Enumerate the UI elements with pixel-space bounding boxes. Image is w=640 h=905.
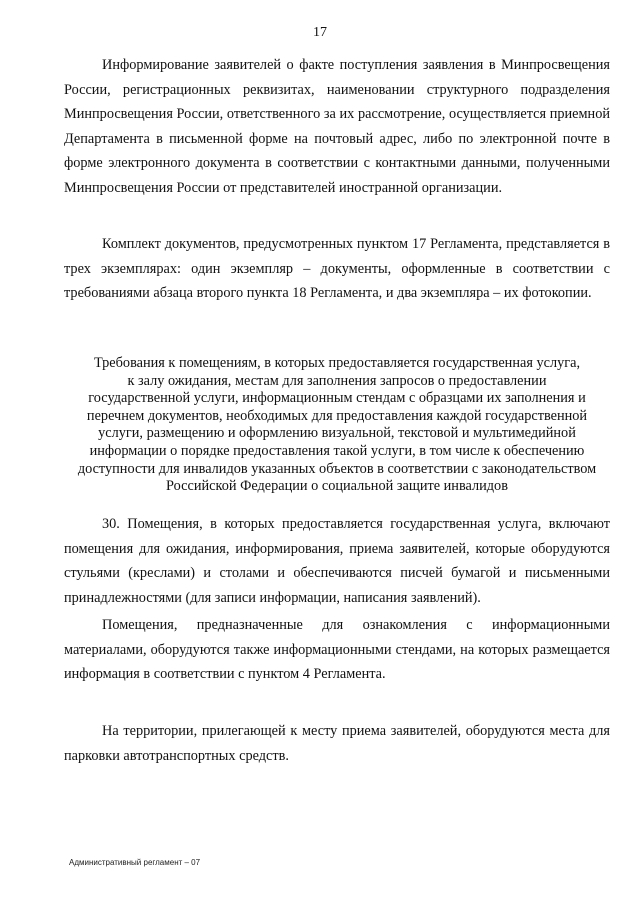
paragraph-info-stands: Помещения, предназначенные для ознакомления с информационными материалами, оборудуются также информационными стендами, на которых размещается информация в соответствии с пунктом 4 Регламента. (64, 617, 610, 683)
page-number: 17 (313, 25, 327, 40)
paragraph-item-30: 30. Помещения, в которых предоставляется государственная услуга, включают помещения для ожидания, информирования, приема заявителей, которые оборудуются стульями (креслами) и столами и обеспечиваются писчей бумагой и письменными принадлежностями (для записи информации, написания заявлений). (64, 516, 610, 606)
heading-line: Российской Федерации о социальной защите инвалидов (166, 478, 508, 495)
heading-line: услуги, размещению и оформлению визуальной, текстовой и мультимедийной (98, 425, 576, 442)
heading-line: государственной услуги, информационным стендам с образцами их заполнения и (88, 390, 586, 407)
footer-label: Административный регламент – 07 (69, 858, 201, 867)
heading-line: Требования к помещениям, в которых предоставляется государственная услуга, (93, 355, 581, 371)
heading-line: к залу ожидания, местам для заполнения запросов о предоставлении (127, 372, 547, 389)
paragraph-informing-applicants: Информирование заявителей о факте поступления заявления в Минпросвещения России, регистрационных реквизитах, наименовании структурного подразделения Минпросвещения России, ответственного за их рассмотрение, осуществляется приемной Департамента в письменной форме на почтовый адрес, либо по электронной почте в форме электронного документа в соответствии с контактными данными, полученными Минпросвещения России от представителей иностранной организации. (64, 57, 610, 196)
section-heading (64, 355, 610, 496)
heading-line: информации о порядке предоставления такой услуги, в том числе к обеспечению (89, 442, 585, 459)
paragraph-document-set: Комплект документов, предусмотренных пунктом 17 Регламента, представляется в трех экземплярах: один экземпляр – документы, оформленные в соответствии с требованиями абзаца второго пункта 18 Регламента, и два экземпляра – их фотокопии. (64, 236, 610, 302)
heading-line: перечнем документов, необходимых для предоставления каждой государственной (86, 407, 588, 424)
paragraph-parking: На территории, прилегающей к месту приема заявителей, оборудуются места для парковки автотранспортных средств. (64, 723, 610, 764)
heading-line: доступности для инвалидов указанных объектов в соответствии с законодательством (77, 460, 597, 477)
